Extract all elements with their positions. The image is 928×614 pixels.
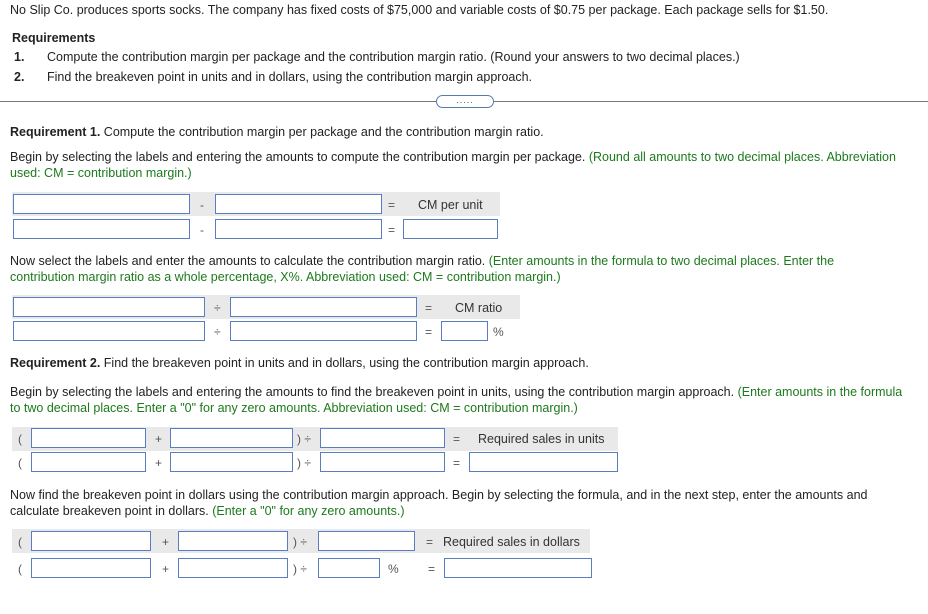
amount-input-3[interactable] [13, 321, 205, 341]
open-paren: ( [18, 456, 22, 470]
equals-sign: = [453, 432, 461, 446]
label-select-8[interactable] [31, 531, 151, 551]
plus-sign: + [155, 456, 163, 470]
requirements-heading: Requirements [12, 31, 96, 45]
req2-instructions [10, 384, 910, 416]
equals-sign: = [388, 198, 396, 212]
label-select-4[interactable] [230, 297, 417, 317]
divide-sign: ÷ [214, 301, 221, 315]
requirement-item: Compute the contribution margin per package and the contribution margin ratio. (Round your answers to two decimal places.) [47, 50, 740, 64]
open-paren: ( [18, 535, 22, 549]
equals-sign: = [425, 325, 433, 339]
close-paren-divide: ) ÷ [293, 562, 307, 576]
requirement-2-label: Requirement 2. [10, 356, 101, 370]
plus-sign: + [162, 535, 170, 549]
equals-sign: = [453, 456, 461, 470]
minus-sign: - [200, 198, 204, 212]
cm-per-unit-label: CM per unit [418, 198, 483, 212]
label-select-1[interactable] [13, 194, 190, 214]
requirement-1-title [10, 124, 544, 140]
open-paren: ( [18, 432, 22, 446]
instruction-note: (Enter amounts in the formula to two decimal places. Enter the contribution margin ratio as a whole percentage, X%. Abbreviation used: CM = contribution margin.) [10, 254, 835, 284]
equals-sign: = [426, 535, 434, 549]
plus-sign: + [155, 432, 163, 446]
amount-input-9[interactable] [178, 558, 288, 578]
requirement-item: Find the breakeven point in units and in dollars, using the contribution margin approach. [47, 70, 533, 84]
open-paren: ( [18, 562, 22, 576]
amount-input-7[interactable] [320, 452, 445, 472]
cm-ratio-label: CM ratio [455, 301, 503, 315]
equals-sign: = [428, 562, 436, 576]
requirement-number: 1. [14, 50, 25, 64]
instruction-note: (Enter amounts in the formula to two decimal places. Enter a "0" for any zero amounts. Abbreviation used: CM = contribution margin.) [10, 385, 903, 415]
required-sales-dollars-label: Required sales in dollars [443, 535, 580, 549]
amount-input-2[interactable] [215, 219, 382, 239]
requirement-1-text: Compute the contribution margin per package and the contribution margin ratio. [100, 125, 544, 139]
cm-per-unit-input[interactable] [403, 219, 498, 239]
equals-sign: = [388, 223, 396, 237]
amount-input-6[interactable] [170, 452, 293, 472]
instruction-text: Begin by selecting the labels and entering the amounts to find the breakeven point in units, using the contribution margin approach. [10, 385, 738, 399]
cm-ratio-input[interactable] [441, 321, 488, 341]
amount-input-8[interactable] [31, 558, 151, 578]
requirement-2-title [10, 355, 589, 371]
percent-sign: % [493, 325, 504, 339]
label-select-5[interactable] [31, 428, 146, 448]
plus-sign: + [162, 562, 170, 576]
instruction-text: Now select the labels and enter the amounts to calculate the contribution margin ratio. [10, 254, 489, 268]
instruction-note: (Round all amounts to two decimal places. Abbreviation used: CM = contribution margin.) [10, 150, 896, 180]
amount-input-10[interactable] [318, 558, 380, 578]
label-select-2[interactable] [215, 194, 382, 214]
divide-sign: ÷ [214, 325, 221, 339]
amount-input-4[interactable] [230, 321, 417, 341]
problem-intro: No Slip Co. produces sports socks. The company has fixed costs of $75,000 and variable costs of $0.75 per package. Each package sells for $1.50. [10, 3, 829, 17]
required-sales-units-label: Required sales in units [478, 432, 605, 446]
requirement-1-label: Requirement 1. [10, 125, 101, 139]
amount-input-1[interactable] [13, 219, 190, 239]
label-select-7[interactable] [320, 428, 445, 448]
amount-input-5[interactable] [31, 452, 146, 472]
instruction-text: Now find the breakeven point in dollars using the contribution margin approach. Begin by selecting the formula, and in the next step, enter the amounts and calculate breakeven point in dollars. [10, 488, 868, 518]
req1-ratio-instructions [10, 253, 900, 285]
req1-instructions [10, 149, 900, 181]
instruction-text: Begin by selecting the labels and entering the amounts to compute the contribution margin per package. [10, 150, 589, 164]
label-select-3[interactable] [13, 297, 205, 317]
minus-sign: - [200, 223, 204, 237]
requirement-number: 2. [14, 70, 25, 84]
instruction-note: (Enter a "0" for any zero amounts.) [212, 504, 405, 518]
required-sales-dollars-input[interactable] [444, 558, 592, 578]
required-sales-units-input[interactable] [469, 452, 618, 472]
requirement-2-text: Find the breakeven point in units and in dollars, using the contribution margin approach. [100, 356, 589, 370]
close-paren-divide: ) ÷ [293, 535, 307, 549]
expand-collapse-button[interactable]: ..... [436, 95, 494, 108]
percent-sign: % [388, 562, 399, 576]
close-paren-divide: ) ÷ [297, 432, 311, 446]
req2-dollars-instructions [10, 487, 910, 519]
label-select-6[interactable] [170, 428, 293, 448]
label-select-9[interactable] [178, 531, 288, 551]
equals-sign: = [425, 301, 433, 315]
close-paren-divide: ) ÷ [297, 456, 311, 470]
label-select-10[interactable] [318, 531, 415, 551]
